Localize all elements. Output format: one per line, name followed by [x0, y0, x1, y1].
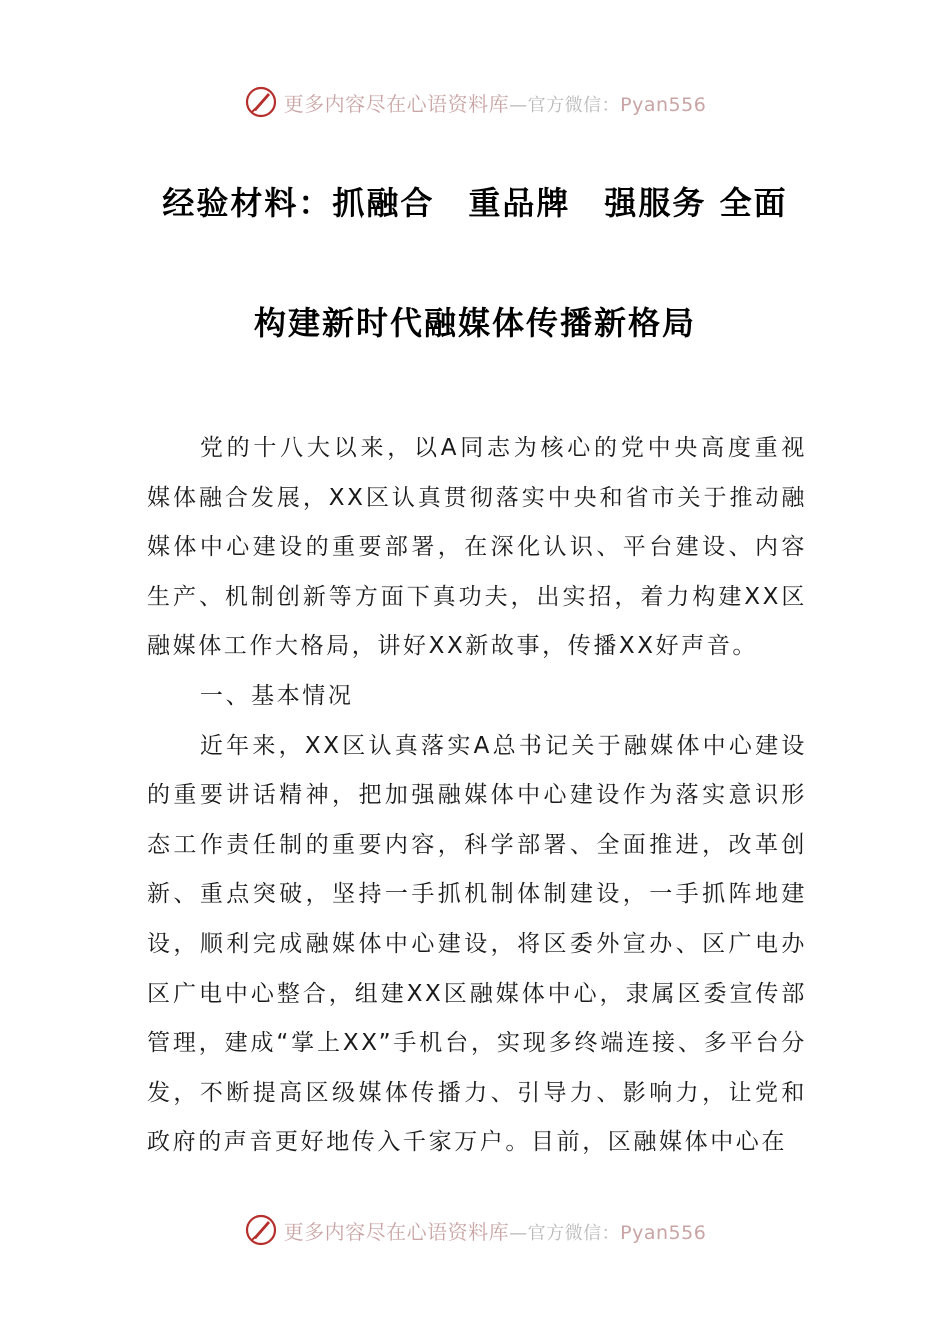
banner-handle: Pyan556: [620, 1221, 707, 1244]
paragraph-recent-years: 近年来，XX区认真落实A总书记关于融媒体中心建设的重要讲话精神，把加强融媒体中心建设作为落实意识形态工作责任制的重要内容，科学部署、全面推进，改革创新、重点突破，坚持一手抓机制体制建设，一手抓阵地建设，顺利完成融媒体中心建设，将区委外宣办、区广电办区广电中心整合，组建XX区融媒体中心，隶属区委宣传部管理，建成“掌上XX”手机台，实现多终端连接、多平台分发，不断提高区级媒体传播力、引导力、影响力，让党和政府的声音更好地传入千家万户。目前，区融媒体中心在: [147, 732, 807, 1156]
document-body: [147, 424, 807, 1168]
section-heading-basic-situation: 一、基本情况: [199, 682, 354, 709]
banner-text: [284, 88, 707, 117]
document-title-line-1: 经验材料：抓融合 重品牌 强服务 全面: [162, 184, 788, 222]
header-watermark-banner: [0, 82, 950, 122]
banner-official-text: 官方微信：: [527, 1222, 621, 1244]
banner-text: [284, 1216, 707, 1245]
banner-dash: —: [509, 94, 528, 116]
footer-watermark-banner: [0, 1210, 950, 1250]
banner-library-text: 更多内容尽在心语资料库: [283, 1219, 510, 1244]
banner-library-text: 更多内容尽在心语资料库: [283, 91, 510, 116]
banner-dash: —: [509, 1222, 528, 1244]
document-title-line-2: 构建新时代融媒体传播新格局: [253, 304, 696, 342]
paragraph-intro: 党的十八大以来，以A同志为核心的党中央高度重视媒体融合发展，XX区认真贯彻落实中央和省市关于推动融媒体中心建设的重要部署，在深化认识、平台建设、内容生产、机制创新等方面下真功夫，出实招，着力构建XX区融媒体工作大格局，讲好XX新故事，传播XX好声音。: [147, 435, 807, 660]
quill-logo-icon: [244, 1213, 278, 1247]
quill-logo-icon: [244, 85, 278, 119]
banner-official-text: 官方微信：: [527, 94, 621, 116]
banner-handle: Pyan556: [620, 93, 707, 116]
